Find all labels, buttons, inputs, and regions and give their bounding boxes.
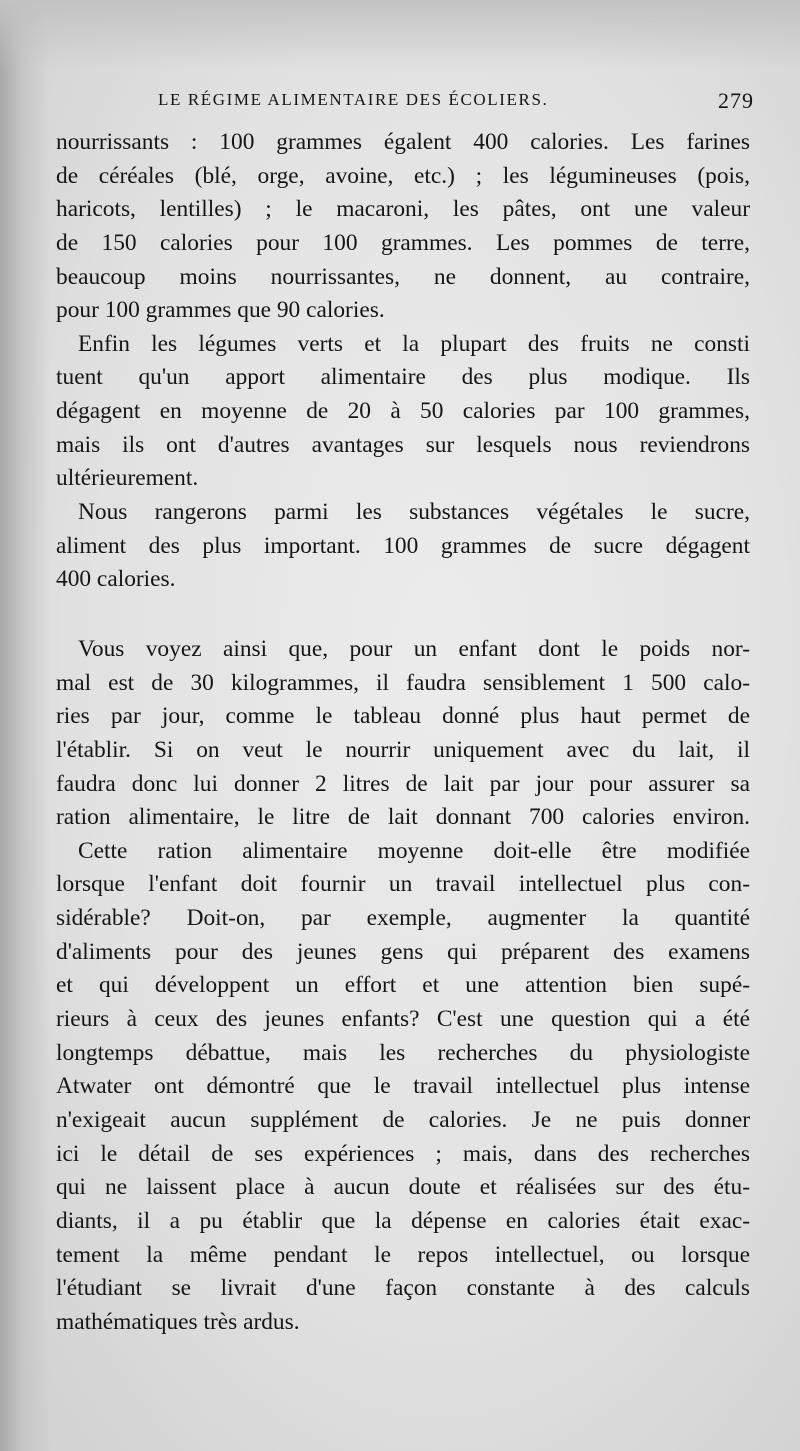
text-line: sidérable? Doit-on, par exemple, augmenter la quantité (56, 905, 750, 932)
text-line: 400 calories. (56, 566, 176, 593)
text-line: ries par jour, comme le tableau donné plus haut permet de (56, 703, 750, 730)
page-body (56, 126, 750, 1339)
paragraph-4 (56, 633, 750, 835)
text-line: nourrissants : 100 grammes égalent 400 calories. Les farines (56, 129, 750, 155)
text-line: n'exigeait aucun supplément de calories. Je ne puis donner (56, 1106, 750, 1133)
text-line: et qui développent un effort et une attention bien supé- (56, 972, 750, 999)
text-line: rieurs à ceux des jeunes enfants? C'est une question qui a été (56, 1006, 750, 1033)
text-line: pour 100 grammes que 90 calories. (56, 297, 385, 324)
text-line: mais ils ont d'autres avantages sur lesquels nous reviendrons (56, 431, 750, 458)
text-line: qui ne laissent place à aucun doute et réalisées sur des étu- (56, 1174, 750, 1201)
text-line: l'établir. Si on veut le nourrir uniquement avec du lait, il (56, 736, 750, 763)
paragraph-2 (56, 328, 750, 496)
text-line: de céréales (blé, orge, avoine, etc.) ; les légumineuses (pois, (56, 162, 750, 189)
page-header (158, 88, 754, 118)
text-line: Enfin les légumes verts et la plupart des fruits ne consti (78, 330, 750, 357)
text-line: longtemps débattue, mais les recherches du physiologiste (56, 1039, 750, 1066)
text-line: mal est de 30 kilogrammes, il faudra sensiblement 1 500 calo- (56, 669, 750, 696)
text-line: dégagent en moyenne de 20 à 50 calories par 100 grammes, (56, 398, 750, 425)
running-title: LE RÉGIME ALIMENTAIRE DES ÉCOLIERS. (158, 90, 549, 109)
text-line: d'aliments pour des jeunes gens qui préparent des examens (56, 938, 750, 965)
text-line: lorsque l'enfant doit fournir un travail intellectuel plus con- (56, 871, 750, 898)
paragraph-3 (56, 496, 750, 597)
page-number: 279 (718, 88, 754, 113)
text-line: Vous voyez ainsi que, pour un enfant dont le poids nor- (78, 635, 750, 662)
section-gap (56, 597, 750, 633)
text-line: l'étudiant se livrait d'une façon constante à des calculs (56, 1275, 750, 1302)
text-line: Cette ration alimentaire moyenne doit-elle être modifiée (78, 837, 750, 864)
text-line: tuent qu'un apport alimentaire des plus modique. Ils (56, 364, 750, 391)
text-line: aliment des plus important. 100 grammes de sucre dégagent (56, 532, 750, 559)
text-line: mathématiques très ardus. (56, 1308, 300, 1335)
top-edge-shadow (0, 0, 800, 70)
text-line: ici le détail de ses expériences ; mais, dans des recherches (56, 1140, 750, 1167)
text-line: tement la même pendant le repos intellectuel, ou lorsque (56, 1241, 750, 1268)
text-line: faudra donc lui donner 2 litres de lait par jour pour assurer sa (56, 770, 750, 797)
text-line: ultérieurement. (56, 465, 199, 492)
text-line: Atwater ont démontré que le travail intellectuel plus intense (56, 1073, 750, 1100)
text-line: Nous rangerons parmi les substances végétales le sucre, (78, 499, 750, 526)
text-line: de 150 calories pour 100 grammes. Les pommes de terre, (56, 229, 750, 256)
text-line: diants, il a pu établir que la dépense en calories était exac- (56, 1207, 750, 1234)
text-line: beaucoup moins nourrissantes, ne donnent, au contraire, (56, 263, 750, 290)
text-line: haricots, lentilles) ; le macaroni, les pâtes, ont une valeur (56, 196, 750, 223)
page-gutter-shadow (0, 0, 50, 1451)
paragraph-1 (56, 126, 750, 328)
text-line: ration alimentaire, le litre de lait donnant 700 calories environ. (56, 804, 750, 831)
paragraph-5 (56, 835, 750, 1340)
